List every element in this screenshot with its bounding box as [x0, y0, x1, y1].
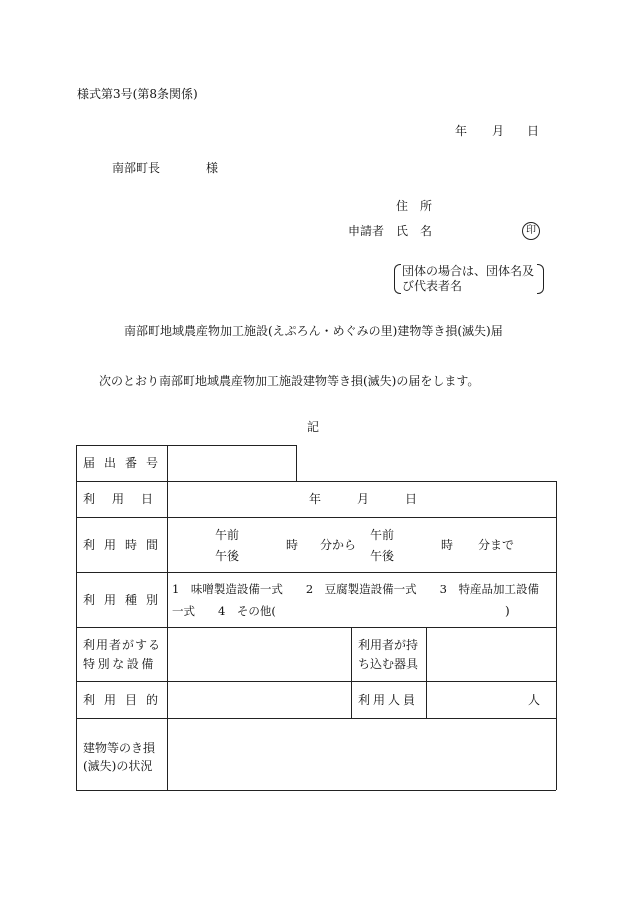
- usage-date-year: 年: [309, 492, 322, 506]
- line: [76, 445, 296, 446]
- date-day: 日: [527, 124, 540, 138]
- group-note-line1: 団体の場合は、団体名及: [402, 264, 535, 278]
- seal-mark: 印: [522, 222, 540, 240]
- usage-date-month: 月: [357, 492, 370, 506]
- usage-type-line1: 1 味噌製造設備一式 2 豆腐製造設備一式 3 特産品加工設備: [172, 582, 539, 596]
- bracket-left: [394, 264, 401, 294]
- usage-date-label: 利用日: [83, 492, 171, 506]
- line: [76, 790, 556, 791]
- ki-heading: 記: [307, 420, 320, 434]
- document-title: 南部町地域農産物加工施設(えぷろん・めぐみの里)建物等き損(滅失)届: [124, 324, 503, 338]
- line: [296, 445, 297, 481]
- special-equipment-label-2: 特別な設備: [83, 657, 157, 671]
- am-label: 午前: [215, 528, 240, 542]
- date-month: 月: [492, 124, 505, 138]
- addressee-name: 南部町長: [112, 161, 161, 175]
- line: [76, 517, 556, 518]
- usage-type-close: ): [505, 604, 510, 618]
- people-unit: 人: [528, 693, 541, 707]
- bracket-right: [537, 264, 544, 294]
- group-note-line2: び代表者名: [402, 279, 463, 293]
- line: [76, 481, 556, 482]
- purpose-label: 利用目的: [83, 693, 168, 707]
- form-number: 様式第3号(第8条関係): [77, 87, 198, 101]
- notification-number-label: 届出番号: [83, 456, 168, 470]
- am2-label: 午前: [370, 528, 395, 542]
- name-label: 氏 名: [396, 224, 433, 238]
- intro-text: 次のとおり南部町地域農産物加工施設建物等き損(滅失)の届をします。: [99, 374, 480, 388]
- usage-type-label: 利用種別: [83, 593, 168, 607]
- special-equipment-label-1: 利用者がする: [83, 638, 162, 652]
- usage-date-day: 日: [405, 492, 418, 506]
- applicant-label: 申請者: [348, 224, 385, 238]
- hour-label: 時: [286, 538, 299, 552]
- line: [76, 681, 556, 682]
- pm2-label: 午後: [370, 549, 395, 563]
- brought-equipment-label-2: ち込む器具: [358, 657, 419, 671]
- damage-label-2: (滅失)の状況: [83, 759, 153, 773]
- from-label: 分から: [320, 538, 357, 552]
- pm-label: 午後: [215, 549, 240, 563]
- until-label: 分まで: [478, 538, 515, 552]
- damage-label-1: 建物等のき損: [83, 741, 156, 755]
- address-label: 住 所: [396, 199, 433, 213]
- line: [351, 627, 352, 718]
- line: [76, 572, 556, 573]
- line: [426, 627, 427, 718]
- usage-type-line2: 一式 4 その他(: [172, 604, 276, 618]
- line: [76, 445, 77, 790]
- hour2-label: 時: [441, 538, 454, 552]
- line: [76, 718, 556, 719]
- line: [556, 481, 557, 790]
- date-year: 年: [455, 124, 468, 138]
- usage-time-label: 利用時間: [83, 538, 168, 552]
- line: [76, 627, 556, 628]
- people-label: 利用人員: [358, 693, 419, 707]
- group-note: [394, 264, 544, 294]
- brought-equipment-label-1: 利用者が持: [358, 638, 419, 652]
- addressee-honorific: 様: [206, 161, 219, 175]
